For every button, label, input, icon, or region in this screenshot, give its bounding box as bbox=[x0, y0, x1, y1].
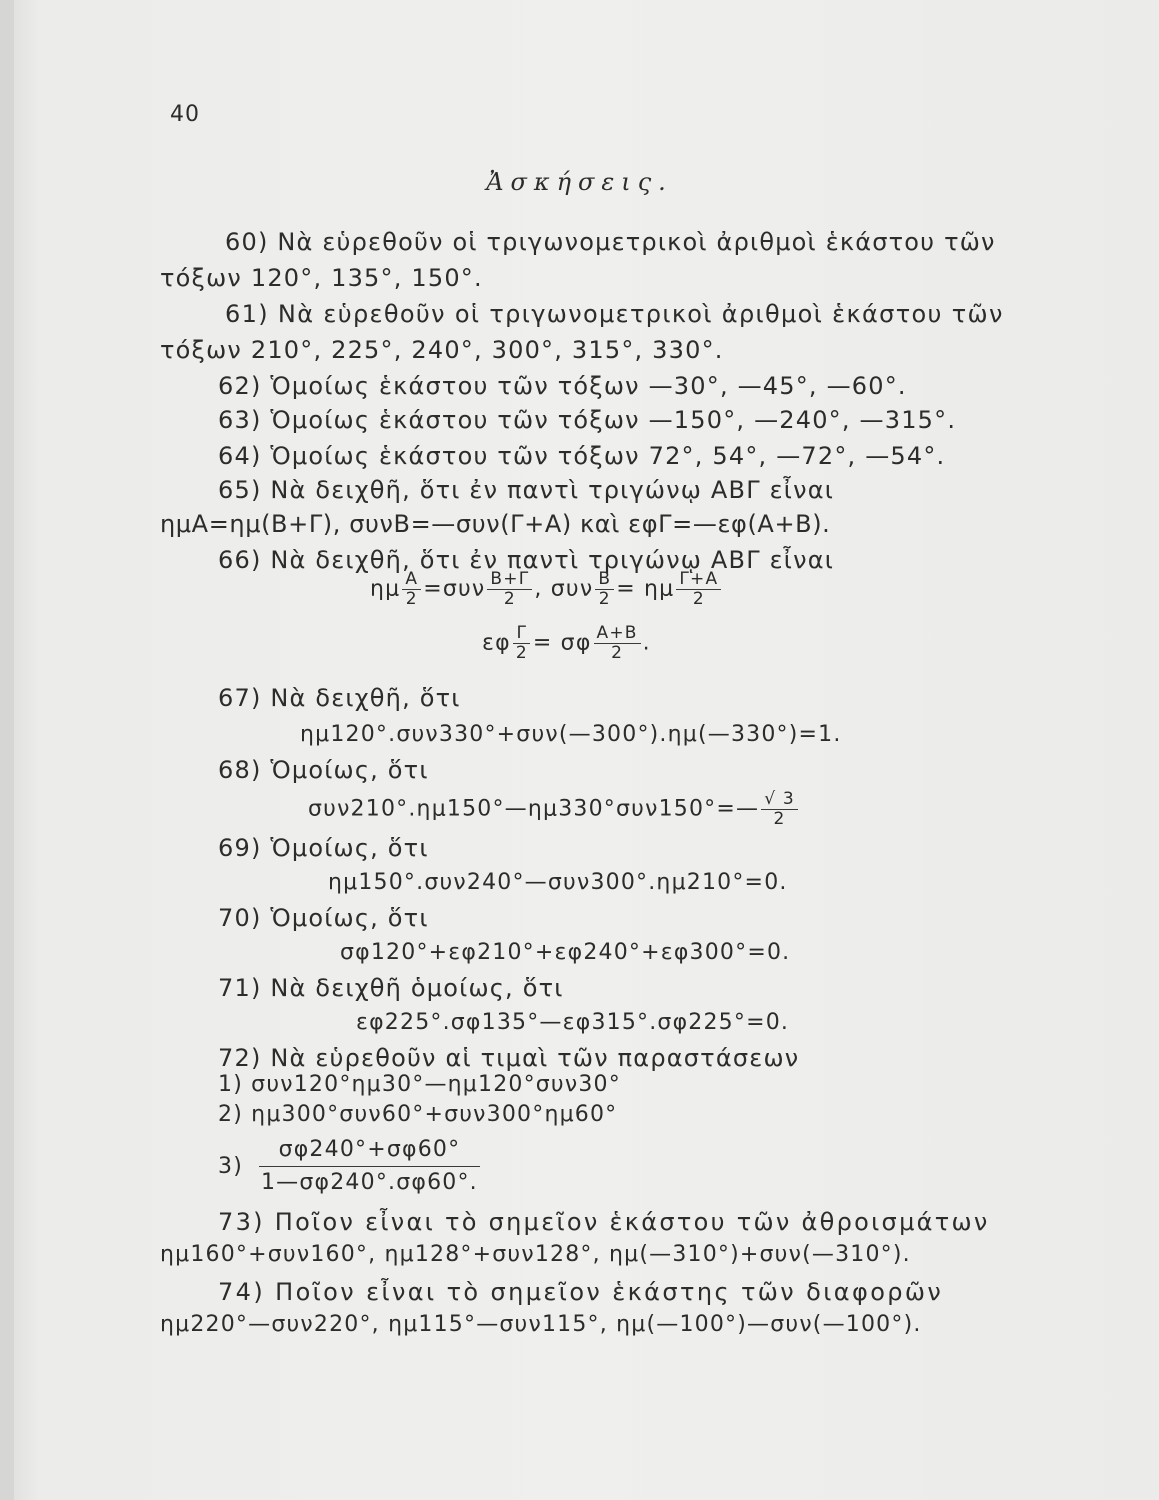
exercise-61-line-2: τόξων 210°, 225°, 240°, 300°, 315°, 330°. bbox=[160, 336, 724, 364]
exercise-74-line-2: ημ220°—συν220°, ημ115°—συν115°, ημ(—100°)—συν(—100°). bbox=[160, 1312, 922, 1337]
exercise-60-line-2: τόξων 120°, 135°, 150°. bbox=[160, 264, 483, 292]
exercise-66-formula-2: εφ $\frac{\Gamma}{2}$ = σφ $\frac{A+B}{2}$ . bbox=[482, 623, 651, 663]
exercise-60-line-1 bbox=[225, 228, 1045, 256]
exercise-72-item-2: 2) ημ300°συν60°+συν300°ημ60° bbox=[218, 1102, 618, 1127]
fraction-sqrt3-over-2: $\frac{√ 3}{2}$ bbox=[761, 790, 798, 829]
exercise-66-formula-1: ημ $\frac{A}{2}$ =συν $\frac{B+\Gamma}{2}$ , συν $\frac{B}{2}$ = ημ $\frac{\Gamma+A}{2}$ bbox=[370, 570, 723, 609]
exercise-68-formula: συν210°.ημ150°—ημ330°συν150°=— $\frac{√ 3}{2}$ bbox=[308, 790, 800, 829]
exercise-74-line-1: 74) Ποῖον εἶναι τὸ σημεῖον ἑκάστης τῶν διαφορῶν bbox=[218, 1278, 944, 1306]
exercise-73-line-1: 73) Ποῖον εἶναι τὸ σημεῖον ἑκάστου τῶν ἀθροισμάτων bbox=[218, 1208, 990, 1236]
exercise-61-line-1: 61) Νὰ εὑρεθοῦν οἱ τριγωνομετρικοὶ ἀριθμοὶ ἑκάστου τῶν bbox=[225, 300, 1004, 328]
fraction-item-3: σφ240°+σφ60° 1—σφ240°.σφ60°. bbox=[255, 1136, 484, 1197]
exercise-63: 63) Ὁμοίως ἑκάστου τῶν τόξων —150°, —240°, —315°. bbox=[218, 406, 957, 434]
exercise-72-item-3: 3) σφ240°+σφ60° 1—σφ240°.σφ60°. bbox=[218, 1136, 484, 1197]
fraction-a-over-2: $\frac{A}{2}$ bbox=[402, 570, 421, 609]
exercise-68-line-1: 68) Ὁμοίως, ὅτι bbox=[218, 756, 429, 784]
fraction-g-over-2: $\frac{\Gamma}{2}$ bbox=[513, 624, 531, 663]
exercise-62: 62) Ὁμοίως ἑκάστου τῶν τόξων —30°, —45°, —60°. bbox=[218, 372, 907, 400]
exercise-71-formula: εφ225°.σφ135°—εφ315°.σφ225°=0. bbox=[356, 1010, 790, 1035]
fraction-b-over-2: $\frac{B}{2}$ bbox=[595, 570, 614, 609]
exercise-72-line-1: 72) Νὰ εὑρεθοῦν αἱ τιμαὶ τῶν παραστάσεων bbox=[218, 1044, 800, 1072]
exercise-67-line-1: 67) Νὰ δειχθῆ, ὅτι bbox=[218, 684, 461, 712]
exercise-72-item-1: 1) συν120°ημ30°—ημ120°συν30° bbox=[218, 1072, 621, 1097]
fraction-g-plus-a-over-2: $\frac{\Gamma+A}{2}$ bbox=[676, 570, 721, 609]
exercise-65-line-2: ημΑ=ημ(Β+Γ), συνΒ=—συν(Γ+Α) καὶ εφΓ=—εφ(Α+Β). bbox=[160, 510, 831, 538]
exercise-66-line-1: 66) Νὰ δειχθῆ, ὅτι ἐν παντὶ τριγώνῳ ΑΒΓ εἶναι bbox=[218, 546, 835, 574]
page-number: 40 bbox=[170, 102, 200, 127]
page-edge bbox=[0, 0, 14, 1500]
section-heading: Ἀσκήσεις. bbox=[486, 168, 673, 196]
exercise-70-formula: σφ120°+εφ210°+εφ240°+εφ300°=0. bbox=[340, 940, 791, 965]
exercise-73-line-2: ημ160°+συν160°, ημ128°+συν128°, ημ(—310°)+συν(—310°). bbox=[160, 1242, 911, 1267]
fraction-a-plus-b-over-2: $\frac{A+B}{2}$ bbox=[594, 624, 641, 663]
fraction-b-plus-g-over-2: $\frac{B+\Gamma}{2}$ bbox=[487, 570, 532, 609]
exercise-65-line-1: 65) Νὰ δειχθῆ, ὅτι ἐν παντὶ τριγώνῳ ΑΒΓ εἶναι bbox=[218, 476, 835, 504]
exercise-69-line-1: 69) Ὁμοίως, ὅτι bbox=[218, 834, 429, 862]
exercise-71-line-1: 71) Νὰ δειχθῆ ὁμοίως, ὅτι bbox=[218, 974, 564, 1002]
exercise-69-formula: ημ150°.συν240°—συν300°.ημ210°=0. bbox=[328, 870, 788, 895]
exercise-70-line-1: 70) Ὁμοίως, ὅτι bbox=[218, 904, 429, 932]
exercise-67-formula: ημ120°.συν330°+συν(—300°).ημ(—330°)=1. bbox=[300, 722, 842, 747]
exercise-60-text: 60) Νὰ εὑρεθοῦν οἱ τριγωνομετρικοὶ ἀριθμοὶ ἑκάστου τῶν bbox=[225, 228, 996, 256]
exercise-64: 64) Ὁμοίως ἑκάστου τῶν τόξων 72°, 54°, —72°, —54°. bbox=[218, 442, 946, 470]
